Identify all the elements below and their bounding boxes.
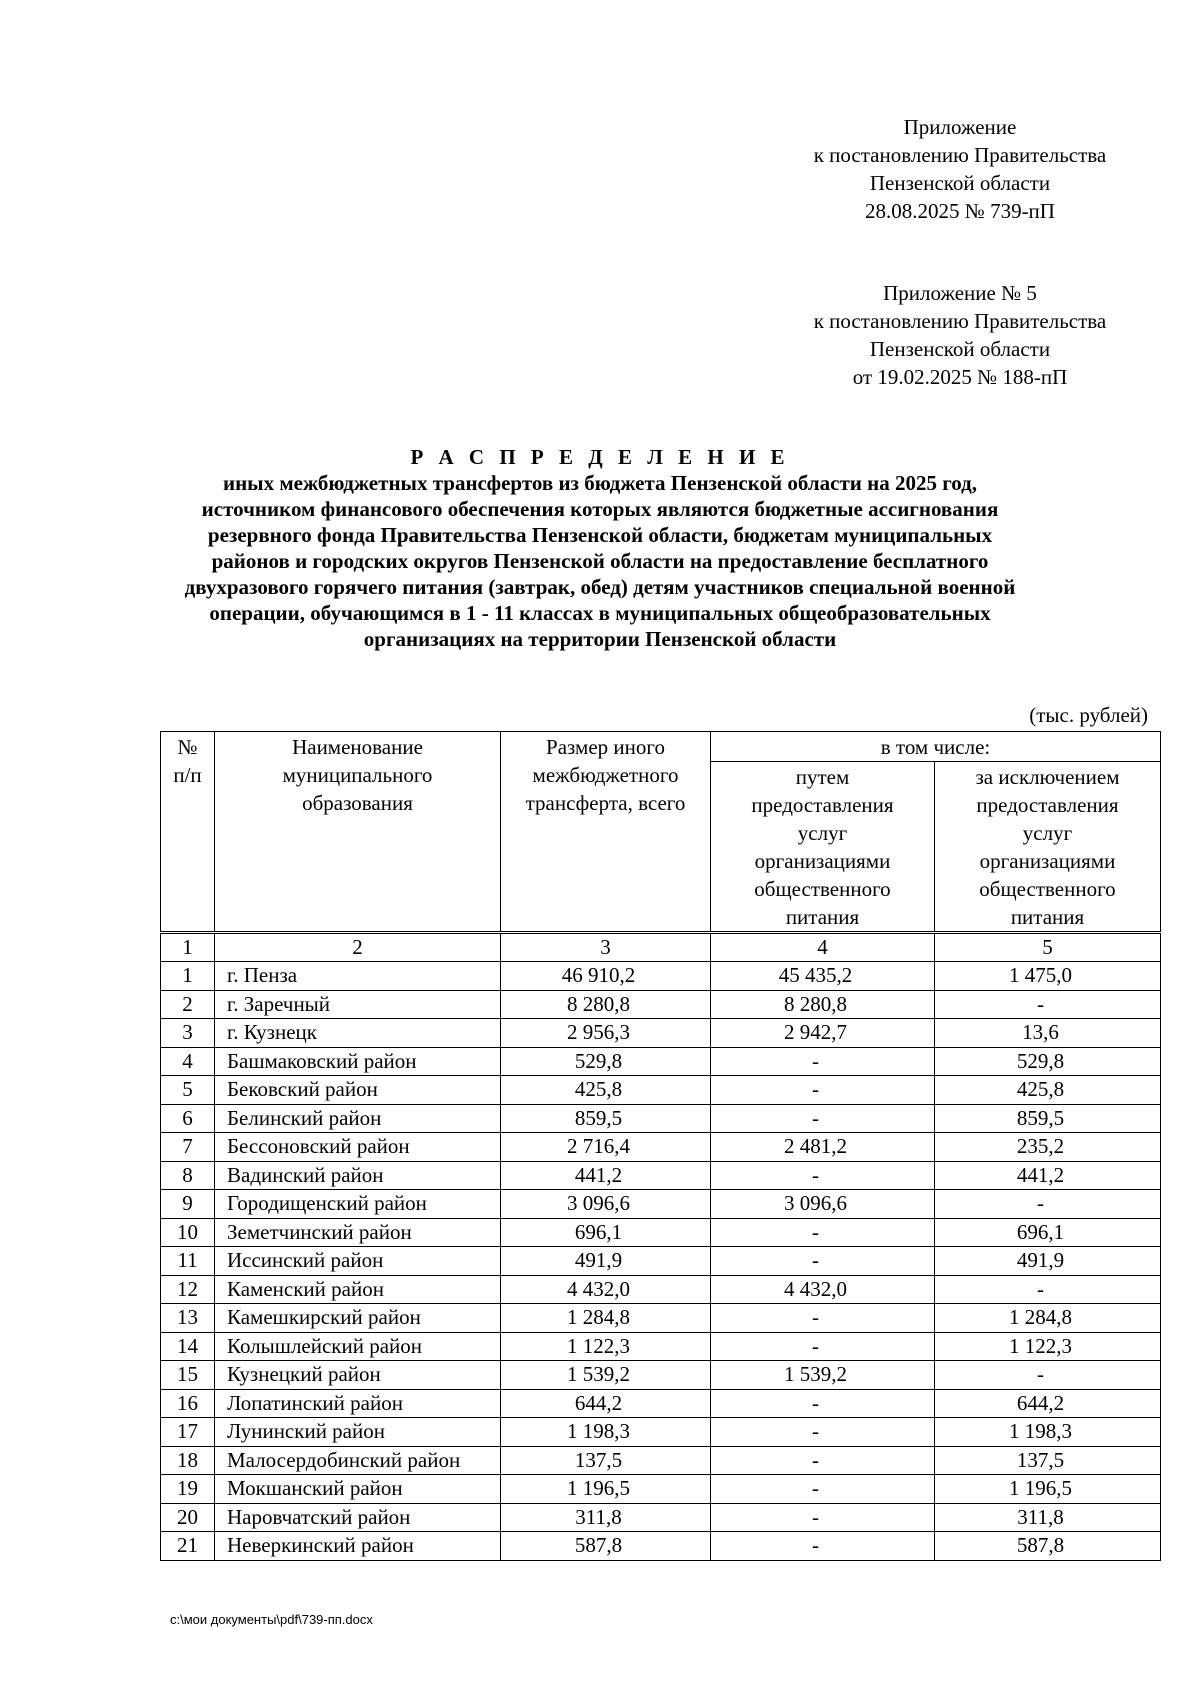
appendix-line: от 19.02.2025 № 188-пП xyxy=(852,365,1068,389)
title-line: источником финансового обеспечения которых являются бюджетные ассигнования xyxy=(201,497,999,521)
header-except-catering: за исключением предоставления услуг организациями общественного питания xyxy=(935,762,1161,933)
cell-municipality: Белинский район xyxy=(215,1104,501,1133)
cell-municipality: Лунинский район xyxy=(215,1418,501,1447)
table-row xyxy=(161,1361,1161,1390)
table-row xyxy=(161,1133,1161,1162)
cell-except-catering: 1 196,5 xyxy=(935,1475,1161,1504)
distribution-table xyxy=(160,731,1161,1561)
cell-total: 441,2 xyxy=(501,1161,711,1190)
cell-catering: - xyxy=(711,1532,935,1561)
cell-total: 46 910,2 xyxy=(501,962,711,991)
cell-municipality: Бессоновский район xyxy=(215,1133,501,1162)
table-row xyxy=(161,1161,1161,1190)
cell-except-catering: 491,9 xyxy=(935,1247,1161,1276)
cell-number: 10 xyxy=(161,1218,215,1247)
cell-catering: - xyxy=(711,1076,935,1105)
cell-total: 425,8 xyxy=(501,1076,711,1105)
cell-except-catering: 13,6 xyxy=(935,1019,1161,1048)
cell-municipality: Бековский район xyxy=(215,1076,501,1105)
cell-municipality: Неверкинский район xyxy=(215,1532,501,1561)
cell-catering: 1 539,2 xyxy=(711,1361,935,1390)
cell-total: 137,5 xyxy=(501,1446,711,1475)
cell-except-catering: - xyxy=(935,1275,1161,1304)
cell-number: 5 xyxy=(161,1076,215,1105)
title-line: организациях на территории Пензенской области xyxy=(363,627,837,651)
table-row xyxy=(161,1389,1161,1418)
appendix-note-current xyxy=(760,113,1160,225)
cell-municipality: Малосердобинский район xyxy=(215,1446,501,1475)
cell-total: 1 196,5 xyxy=(501,1475,711,1504)
title-heading: Р А С П Р Е Д Е Л Е Н И Е xyxy=(410,445,790,469)
cell-number: 3 xyxy=(161,1019,215,1048)
table-row xyxy=(161,1019,1161,1048)
cell-except-catering: 235,2 xyxy=(935,1133,1161,1162)
cell-municipality: Иссинский район xyxy=(215,1247,501,1276)
title-line: районов и городских округов Пензенской области на предоставление бесплатного xyxy=(211,549,989,573)
cell-except-catering: - xyxy=(935,1361,1161,1390)
cell-total: 1 539,2 xyxy=(501,1361,711,1390)
table-row xyxy=(161,1475,1161,1504)
header-num: № п/п xyxy=(161,732,215,933)
cell-number: 2 xyxy=(161,990,215,1019)
cell-except-catering: 644,2 xyxy=(935,1389,1161,1418)
units-label: (тыс. рублей) xyxy=(1029,703,1148,727)
title-line: операции, обучающимся в 1 - 11 классах в муниципальных общеобразовательных xyxy=(209,601,991,625)
cell-total: 644,2 xyxy=(501,1389,711,1418)
cell-total: 2 956,3 xyxy=(501,1019,711,1048)
table-row xyxy=(161,1503,1161,1532)
cell-catering: - xyxy=(711,1047,935,1076)
cell-municipality: Кузнецкий район xyxy=(215,1361,501,1390)
cell-catering: - xyxy=(711,1104,935,1133)
cell-number: 20 xyxy=(161,1503,215,1532)
cell-catering: - xyxy=(711,1418,935,1447)
cell-number: 4 xyxy=(161,1047,215,1076)
cell-total: 1 198,3 xyxy=(501,1418,711,1447)
cell-total: 529,8 xyxy=(501,1047,711,1076)
cell-except-catering: 696,1 xyxy=(935,1218,1161,1247)
cell-municipality: г. Пенза xyxy=(215,962,501,991)
appendix-line: Приложение xyxy=(903,115,1017,139)
cell-number: 6 xyxy=(161,1104,215,1133)
table-row xyxy=(161,1218,1161,1247)
cell-except-catering: 425,8 xyxy=(935,1076,1161,1105)
cell-catering: - xyxy=(711,1389,935,1418)
header-total: Размер иного межбюджетного трансферта, всего xyxy=(501,732,711,933)
cell-municipality: Наровчатский район xyxy=(215,1503,501,1532)
cell-number: 7 xyxy=(161,1133,215,1162)
cell-except-catering: 859,5 xyxy=(935,1104,1161,1133)
cell-municipality: Башмаковский район xyxy=(215,1047,501,1076)
cell-catering: 3 096,6 xyxy=(711,1190,935,1219)
cell-catering: - xyxy=(711,1332,935,1361)
cell-number: 18 xyxy=(161,1446,215,1475)
cell-total: 696,1 xyxy=(501,1218,711,1247)
cell-except-catering: 1 198,3 xyxy=(935,1418,1161,1447)
cell-except-catering: - xyxy=(935,990,1161,1019)
cell-number: 15 xyxy=(161,1361,215,1390)
cell-total: 491,9 xyxy=(501,1247,711,1276)
cell-number: 17 xyxy=(161,1418,215,1447)
appendix-line: Пензенской области xyxy=(869,337,1051,361)
cell-catering: 2 942,7 xyxy=(711,1019,935,1048)
cell-total: 2 716,4 xyxy=(501,1133,711,1162)
cell-number: 12 xyxy=(161,1275,215,1304)
cell-catering: - xyxy=(711,1218,935,1247)
cell-except-catering: 137,5 xyxy=(935,1446,1161,1475)
column-number: 4 xyxy=(711,933,935,962)
cell-number: 13 xyxy=(161,1304,215,1333)
cell-municipality: Каменский район xyxy=(215,1275,501,1304)
cell-municipality: Земетчинский район xyxy=(215,1218,501,1247)
appendix-line: к постановлению Правительства xyxy=(813,143,1107,167)
cell-except-catering: 1 475,0 xyxy=(935,962,1161,991)
cell-number: 14 xyxy=(161,1332,215,1361)
table-row xyxy=(161,1047,1161,1076)
cell-catering: - xyxy=(711,1247,935,1276)
cell-total: 8 280,8 xyxy=(501,990,711,1019)
cell-municipality: Колышлейский район xyxy=(215,1332,501,1361)
cell-number: 11 xyxy=(161,1247,215,1276)
title-line: двухразового горячего питания (завтрак, обед) детям участников специальной военной xyxy=(184,575,1016,599)
footer-file-path: c:\мои документы\pdf\739-пп.docx xyxy=(170,1612,373,1627)
cell-municipality: Мокшанский район xyxy=(215,1475,501,1504)
cell-catering: 4 432,0 xyxy=(711,1275,935,1304)
cell-catering: - xyxy=(711,1161,935,1190)
cell-municipality: г. Заречный xyxy=(215,990,501,1019)
cell-catering: - xyxy=(711,1304,935,1333)
cell-except-catering: - xyxy=(935,1190,1161,1219)
cell-catering: - xyxy=(711,1475,935,1504)
cell-municipality: Городищенский район xyxy=(215,1190,501,1219)
table-row xyxy=(161,1532,1161,1561)
column-number-row xyxy=(161,933,1161,962)
table-row xyxy=(161,1247,1161,1276)
header-name: Наименование муниципального образования xyxy=(215,732,501,933)
header-catering: путем предоставления услуг организациями общественного питания xyxy=(711,762,935,933)
cell-catering: 2 481,2 xyxy=(711,1133,935,1162)
cell-total: 311,8 xyxy=(501,1503,711,1532)
cell-municipality: г. Кузнецк xyxy=(215,1019,501,1048)
table-row xyxy=(161,1418,1161,1447)
cell-except-catering: 587,8 xyxy=(935,1532,1161,1561)
cell-catering: 45 435,2 xyxy=(711,962,935,991)
table-row xyxy=(161,1190,1161,1219)
table-row xyxy=(161,1446,1161,1475)
header-including: в том числе: xyxy=(711,732,1161,762)
table-header-row xyxy=(161,732,1161,762)
appendix-line: Пензенской области xyxy=(869,171,1051,195)
table-row xyxy=(161,1304,1161,1333)
table-row xyxy=(161,1332,1161,1361)
cell-number: 16 xyxy=(161,1389,215,1418)
table-row xyxy=(161,1104,1161,1133)
appendix-line: 28.08.2025 № 739-пП xyxy=(865,199,1055,223)
cell-number: 21 xyxy=(161,1532,215,1561)
document-title xyxy=(120,444,1080,652)
title-line: резервного фонда Правительства Пензенской области, бюджетам муниципальных xyxy=(207,523,993,547)
cell-municipality: Вадинский район xyxy=(215,1161,501,1190)
table-row xyxy=(161,1275,1161,1304)
cell-total: 1 122,3 xyxy=(501,1332,711,1361)
cell-number: 9 xyxy=(161,1190,215,1219)
cell-catering: 8 280,8 xyxy=(711,990,935,1019)
column-number: 5 xyxy=(935,933,1161,962)
column-number: 2 xyxy=(215,933,501,962)
cell-municipality: Лопатинский район xyxy=(215,1389,501,1418)
cell-total: 4 432,0 xyxy=(501,1275,711,1304)
table-row xyxy=(161,1076,1161,1105)
cell-except-catering: 311,8 xyxy=(935,1503,1161,1532)
cell-total: 587,8 xyxy=(501,1532,711,1561)
cell-number: 19 xyxy=(161,1475,215,1504)
cell-number: 1 xyxy=(161,962,215,991)
column-number: 1 xyxy=(161,933,215,962)
column-number: 3 xyxy=(501,933,711,962)
cell-total: 3 096,6 xyxy=(501,1190,711,1219)
cell-except-catering: 441,2 xyxy=(935,1161,1161,1190)
cell-municipality: Камешкирский район xyxy=(215,1304,501,1333)
appendix-line: к постановлению Правительства xyxy=(813,309,1107,333)
appendix-note-original xyxy=(760,279,1160,391)
title-line: иных межбюджетных трансфертов из бюджета Пензенской области на 2025 год, xyxy=(222,471,978,495)
cell-number: 8 xyxy=(161,1161,215,1190)
table-row xyxy=(161,962,1161,991)
cell-except-catering: 1 284,8 xyxy=(935,1304,1161,1333)
cell-except-catering: 1 122,3 xyxy=(935,1332,1161,1361)
cell-catering: - xyxy=(711,1503,935,1532)
cell-total: 859,5 xyxy=(501,1104,711,1133)
table-row xyxy=(161,990,1161,1019)
cell-catering: - xyxy=(711,1446,935,1475)
appendix-line: Приложение № 5 xyxy=(883,281,1037,305)
cell-total: 1 284,8 xyxy=(501,1304,711,1333)
cell-except-catering: 529,8 xyxy=(935,1047,1161,1076)
